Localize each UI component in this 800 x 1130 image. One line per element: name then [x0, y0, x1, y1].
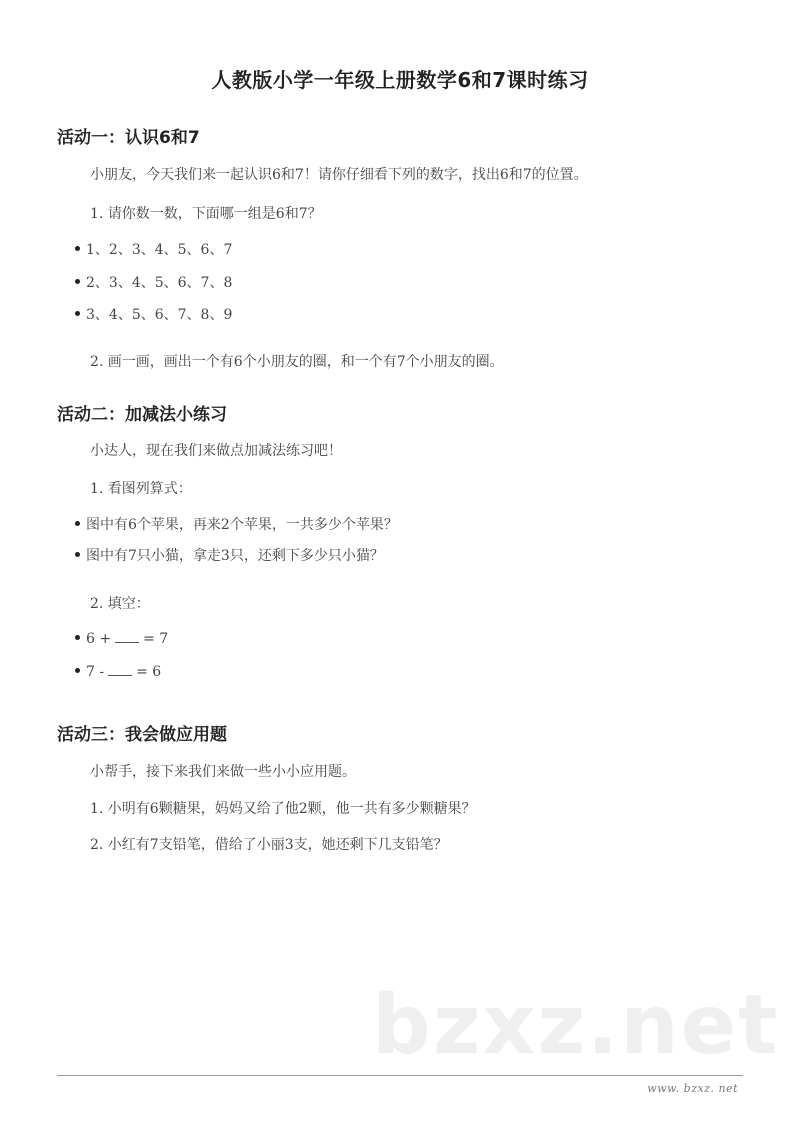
- bullet-icon: [75, 552, 80, 557]
- section-3-heading: 活动三：我会做应用题: [57, 725, 227, 745]
- bullet-icon: [75, 668, 80, 673]
- section-1-intro: 小朋友，今天我们来一起认识6和7！请你仔细看下列的数字，找出6和7的位置。: [90, 167, 588, 183]
- list-item: 2、3、4、5、6、7、8: [75, 272, 232, 292]
- list-item: 图中有7只小猫，拿走3只，还剩下多少只小猫？: [75, 545, 384, 565]
- section-2-question-2: 2. 填空：: [90, 596, 150, 612]
- section-2-question-1: 1. 看图列算式：: [90, 481, 192, 497]
- footer-url: www. bzxz. net: [647, 1082, 738, 1095]
- list-item: 图中有6个苹果，再来2个苹果，一共多少个苹果？: [75, 514, 398, 534]
- list-item: 1、2、3、4、5、6、7: [75, 239, 232, 259]
- page-title: 人教版小学一年级上册数学6和7课时练习: [211, 68, 589, 92]
- section-3-question-2: 2. 小红有7支铅笔，借给了小丽3支，她还剩下几支铅笔？: [90, 837, 448, 853]
- bullet-icon: [75, 311, 80, 316]
- bullet-icon: [75, 635, 80, 640]
- bullet-icon: [75, 279, 80, 284]
- bullet-icon: [75, 246, 80, 251]
- section-1-heading: 活动一：认识6和7: [57, 128, 200, 148]
- answer-blank[interactable]: [108, 663, 132, 676]
- footer-divider: [57, 1075, 743, 1076]
- bullet-icon: [75, 521, 80, 526]
- fill-blank-item: 6 + = 7: [75, 630, 168, 647]
- list-item: 3、4、5、6、7、8、9: [75, 304, 232, 324]
- section-1-question-2: 2. 画一画，画出一个有6个小朋友的圈，和一个有7个小朋友的圈。: [90, 354, 504, 370]
- section-2-intro: 小达人，现在我们来做点加减法练习吧！: [90, 443, 342, 459]
- fill-blank-item: 7 - = 6: [75, 663, 161, 680]
- section-3-intro: 小帮手，接下来我们来做一些小小应用题。: [90, 764, 356, 780]
- section-1-question-1: 1. 请你数一数，下面哪一组是6和7？: [90, 206, 322, 222]
- answer-blank[interactable]: [115, 630, 139, 643]
- section-2-heading: 活动二：加减法小练习: [57, 405, 227, 425]
- section-3-question-1: 1. 小明有6颗糖果，妈妈又给了他2颗，他一共有多少颗糖果？: [90, 801, 476, 817]
- watermark: bzxz.net: [372, 978, 780, 1073]
